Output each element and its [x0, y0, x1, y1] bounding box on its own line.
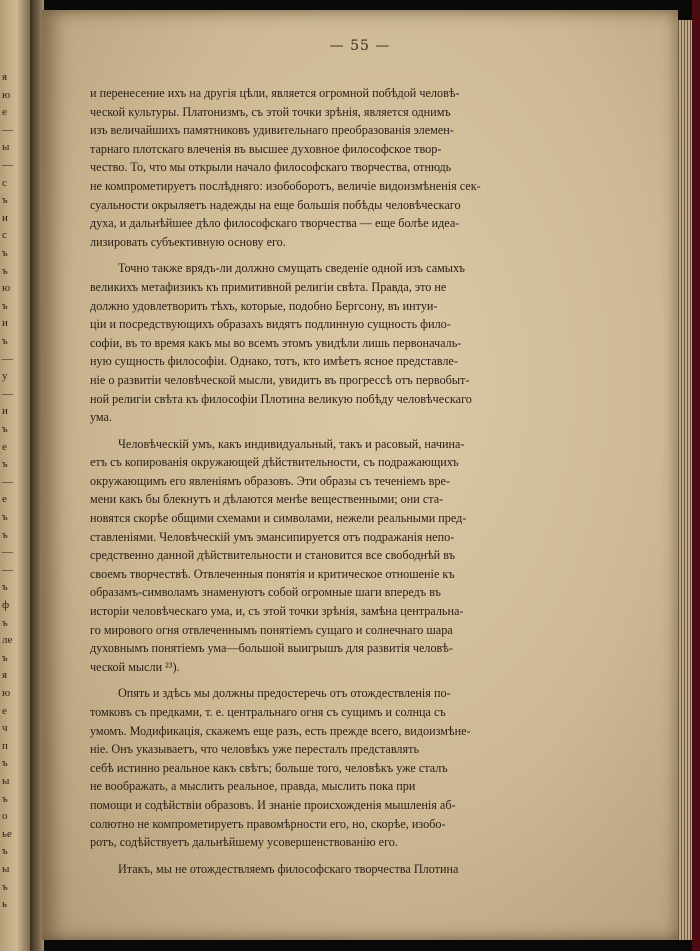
text-line: суальности окрыляетъ надежды на еще большія побѣды человѣческаго: [90, 197, 461, 212]
facing-page-glyph: ъ: [2, 264, 8, 277]
facing-page-glyph: —: [2, 159, 13, 171]
text-line: ума.: [90, 410, 113, 425]
facing-page-glyph: ъ: [2, 247, 8, 259]
facing-page-glyph: у: [2, 370, 8, 383]
page-text: [90, 84, 656, 886]
text-line: тарнаго плотскаго влеченія въ высшее духовное философское твор-: [90, 141, 442, 156]
facing-page-glyph: —: [2, 123, 13, 136]
text-line: и перенесение ихъ на другія цѣли, является огромной побѣдой человѣ-: [90, 86, 460, 100]
facing-page-glyph: —: [2, 352, 13, 365]
facing-page-glyph: п: [2, 739, 8, 752]
text-line: великихъ метафизикъ къ примитивной религіи свѣта. Правда, это не: [90, 279, 447, 294]
facing-page-glyph: е: [2, 493, 7, 506]
facing-page-glyph: с: [2, 229, 7, 242]
facing-page-glyph: ъ: [2, 335, 8, 347]
text-line: етъ съ копированія окружающей дѣйствительности, съ подражающихъ: [90, 455, 459, 470]
paragraph: [90, 435, 656, 677]
text-line: новятся скорѣе общими схемами и символами, нежели реальными пред-: [90, 511, 467, 526]
page-number: — 55 —: [329, 38, 391, 54]
text-line: ціи и посредствующихъ образахъ видятъ подлинную сущность фило-: [90, 317, 451, 332]
facing-page-glyph: ы: [2, 775, 10, 787]
text-line: ческой мысли ²³).: [90, 659, 180, 674]
text-line: Точно также врядъ-ли должно смущать сведеніе одной изъ самыхъ: [118, 261, 465, 276]
text-line: ную сущность философіи. Однако, тотъ, кто имѣетъ ясное представле-: [90, 354, 458, 369]
facing-page-glyph: ъ: [2, 845, 8, 858]
facing-page-glyph: е: [2, 440, 7, 453]
facing-page-glyph: ъ: [2, 792, 8, 805]
book-page: [42, 10, 678, 940]
facing-page-glyph: ле: [2, 634, 13, 647]
facing-page-glyph: ъ: [2, 511, 8, 523]
text-line: го мирового огня отвлеченнымъ понятіемъ сущаго и солнечнаго шара: [90, 622, 453, 637]
facing-page-glyph: ъ: [2, 880, 8, 893]
book-cover: [692, 0, 700, 951]
facing-page-glyph: ы: [2, 141, 10, 154]
facing-page-glyph: ь: [2, 898, 8, 911]
facing-page-glyph: и: [2, 211, 8, 224]
facing-page-glyph: с: [2, 176, 7, 189]
text-line: не компрометируетъ послѣдняго: изобоборотъ, величіе видоизмѣненія сек-: [90, 178, 481, 193]
facing-page-glyph: е: [2, 106, 7, 119]
facing-page-glyph: ю: [2, 282, 11, 295]
text-line: своемъ творчествѣ. Отвлеченныя понятія и критическое отношеніе къ: [90, 566, 455, 581]
text-line: ротъ, содѣйствуетъ дальнѣйшему усовершенствованію его.: [90, 835, 398, 850]
facing-page-glyph: —: [2, 387, 13, 400]
facing-page-glyph: ье: [2, 827, 12, 840]
text-line: духа, и дальнѣйшее дѣло философскаго творчества — еще болѣе идеа-: [90, 216, 460, 231]
facing-page-glyph: —: [2, 546, 13, 559]
facing-page-edge: [0, 0, 30, 951]
text-line: ной религіи свѣта къ философіи Плотина великую побѣду человѣческаго: [90, 391, 472, 406]
text-line: должно удовлетворить тѣхъ, которые, подобно Бергсону, въ интуи-: [90, 298, 438, 313]
text-line: ческой культуры. Платонизмъ, съ этой точки зрѣнія, является однимъ: [90, 104, 451, 119]
facing-page-glyph: ъ: [2, 528, 8, 541]
facing-page-glyph: я: [2, 669, 8, 682]
facing-page-glyph: ы: [2, 863, 10, 875]
text-line: не воображать, а мыслить реальное, правда, мыслить пока при: [90, 779, 416, 794]
paragraph: [90, 860, 656, 879]
text-line: духовнымъ понятіемъ ума—большой выигрышъ для развитія человѣ-: [90, 641, 453, 656]
facing-page-glyph: ъ: [2, 458, 8, 471]
text-line: окружающимъ его явленіямъ образовъ. Эти образы съ теченіемъ вре-: [90, 473, 450, 488]
text-line: средственно данной дѣйствительности и становится все свободнѣй въ: [90, 548, 456, 563]
text-line: исторіи человѣческаго ума, и, съ этой точки зрѣнія, замѣна центральна-: [90, 604, 464, 619]
text-line: себѣ истинно реальное какъ свѣтъ; больше того, человѣкъ уже сталъ: [90, 760, 448, 775]
text-line: Опять и здѣсь мы должны предостеречь отъ отождествленія по-: [118, 686, 451, 701]
facing-page-glyph: ъ: [2, 423, 8, 435]
text-line: образамъ-символамъ знаменуютъ собой огромные шаги впередъ въ: [90, 585, 441, 600]
text-line: чество. То, что мы открыли начало философскаго творчества, отнюдь: [90, 160, 452, 175]
text-line: солютно не компрометируетъ правомѣрности его, но, скорѣе, изобо-: [90, 816, 446, 831]
facing-page-glyph: я: [2, 71, 8, 83]
facing-page-glyph: ъ: [2, 581, 8, 594]
paragraph: [90, 259, 656, 426]
facing-page-glyph: ю: [2, 687, 11, 699]
text-line: лизировать субъективную основу его.: [90, 234, 286, 249]
facing-page-glyph: ъ: [2, 651, 8, 664]
text-line: умомъ. Модификація, скажемъ еще разъ, есть прежде всего, видоизмѣне-: [90, 723, 471, 738]
text-line: ніе о развитіи человѣческой мысли, увидитъ въ прогрессѣ отъ первобыт-: [90, 372, 470, 387]
text-line: ставленіями. Человѣческій умъ эмансипируется отъ подражанія непо-: [90, 529, 455, 544]
text-line: изъ величайшихъ памятниковъ удивительнаго преобразованія элемен-: [90, 123, 454, 138]
facing-page-glyph: ъ: [2, 194, 8, 207]
facing-page-glyph: и: [2, 405, 8, 418]
facing-page-glyph: ъ: [2, 616, 8, 629]
text-line: Человѣческій умъ, какъ индивидуальный, такъ и расовый, начина-: [118, 436, 465, 451]
text-line: томковъ съ предками, т. е. центральнаго огня съ сущимъ и солнца съ: [90, 705, 446, 719]
text-line: мени какъ бы блекнутъ и дѣлаются менѣе вещественными; они ста-: [90, 492, 444, 507]
text-line: ніе. Онъ указываетъ, что человѣкъ уже пересталъ представлять: [90, 742, 419, 757]
text-line: софіи, въ то время какъ мы во всемъ этомъ увидѣли лишь первоначаль-: [90, 335, 462, 350]
paragraph: [90, 84, 656, 251]
facing-page-glyph: ъ: [2, 299, 8, 312]
facing-page-glyph: ю: [2, 88, 11, 101]
facing-page-glyph: и: [2, 317, 8, 330]
page-stack-edge: [678, 20, 692, 940]
facing-page-glyph: —: [2, 475, 13, 488]
facing-page-glyph: ч: [2, 722, 8, 735]
facing-page-glyph: о: [2, 810, 8, 823]
facing-page-glyph: ф: [2, 599, 10, 611]
text-line: помощи и содѣйствіи образовъ. И знаніе происхожденія мышленія аб-: [90, 797, 456, 812]
facing-page-glyph: —: [2, 563, 13, 576]
paragraph: [90, 684, 656, 851]
facing-page-glyph: ъ: [2, 757, 8, 770]
facing-page-glyph: е: [2, 704, 7, 717]
text-line: Итакъ, мы не отождествляемъ философскаго творчества Плотина: [118, 861, 459, 876]
